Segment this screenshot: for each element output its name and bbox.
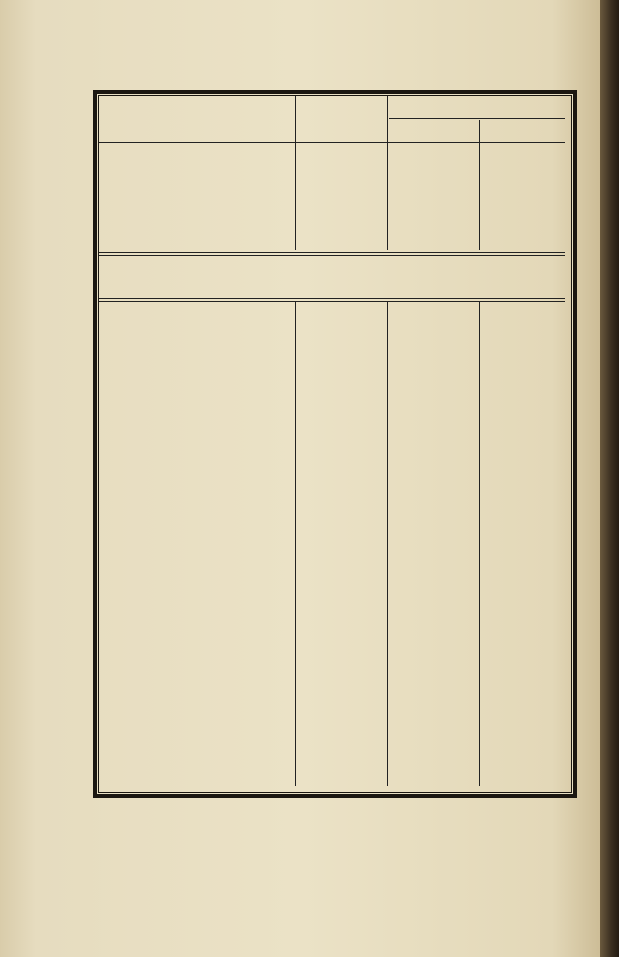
section-rule-top-2: [99, 255, 565, 256]
book-binding: [600, 0, 619, 957]
col-rule-2: [387, 96, 388, 250]
col-rule-3b: [479, 302, 480, 786]
col-rule-3: [479, 120, 480, 250]
section-rule-top: [99, 252, 565, 253]
col-rule-2b: [387, 302, 388, 786]
section-rule-bottom-2: [99, 301, 565, 302]
coordinates-table: [99, 96, 565, 786]
col-rule-1b: [295, 302, 296, 786]
header-rule: [99, 142, 565, 143]
section-rule-bottom: [99, 298, 565, 299]
longitude-underline: [389, 118, 565, 119]
col-rule-1: [295, 96, 296, 250]
